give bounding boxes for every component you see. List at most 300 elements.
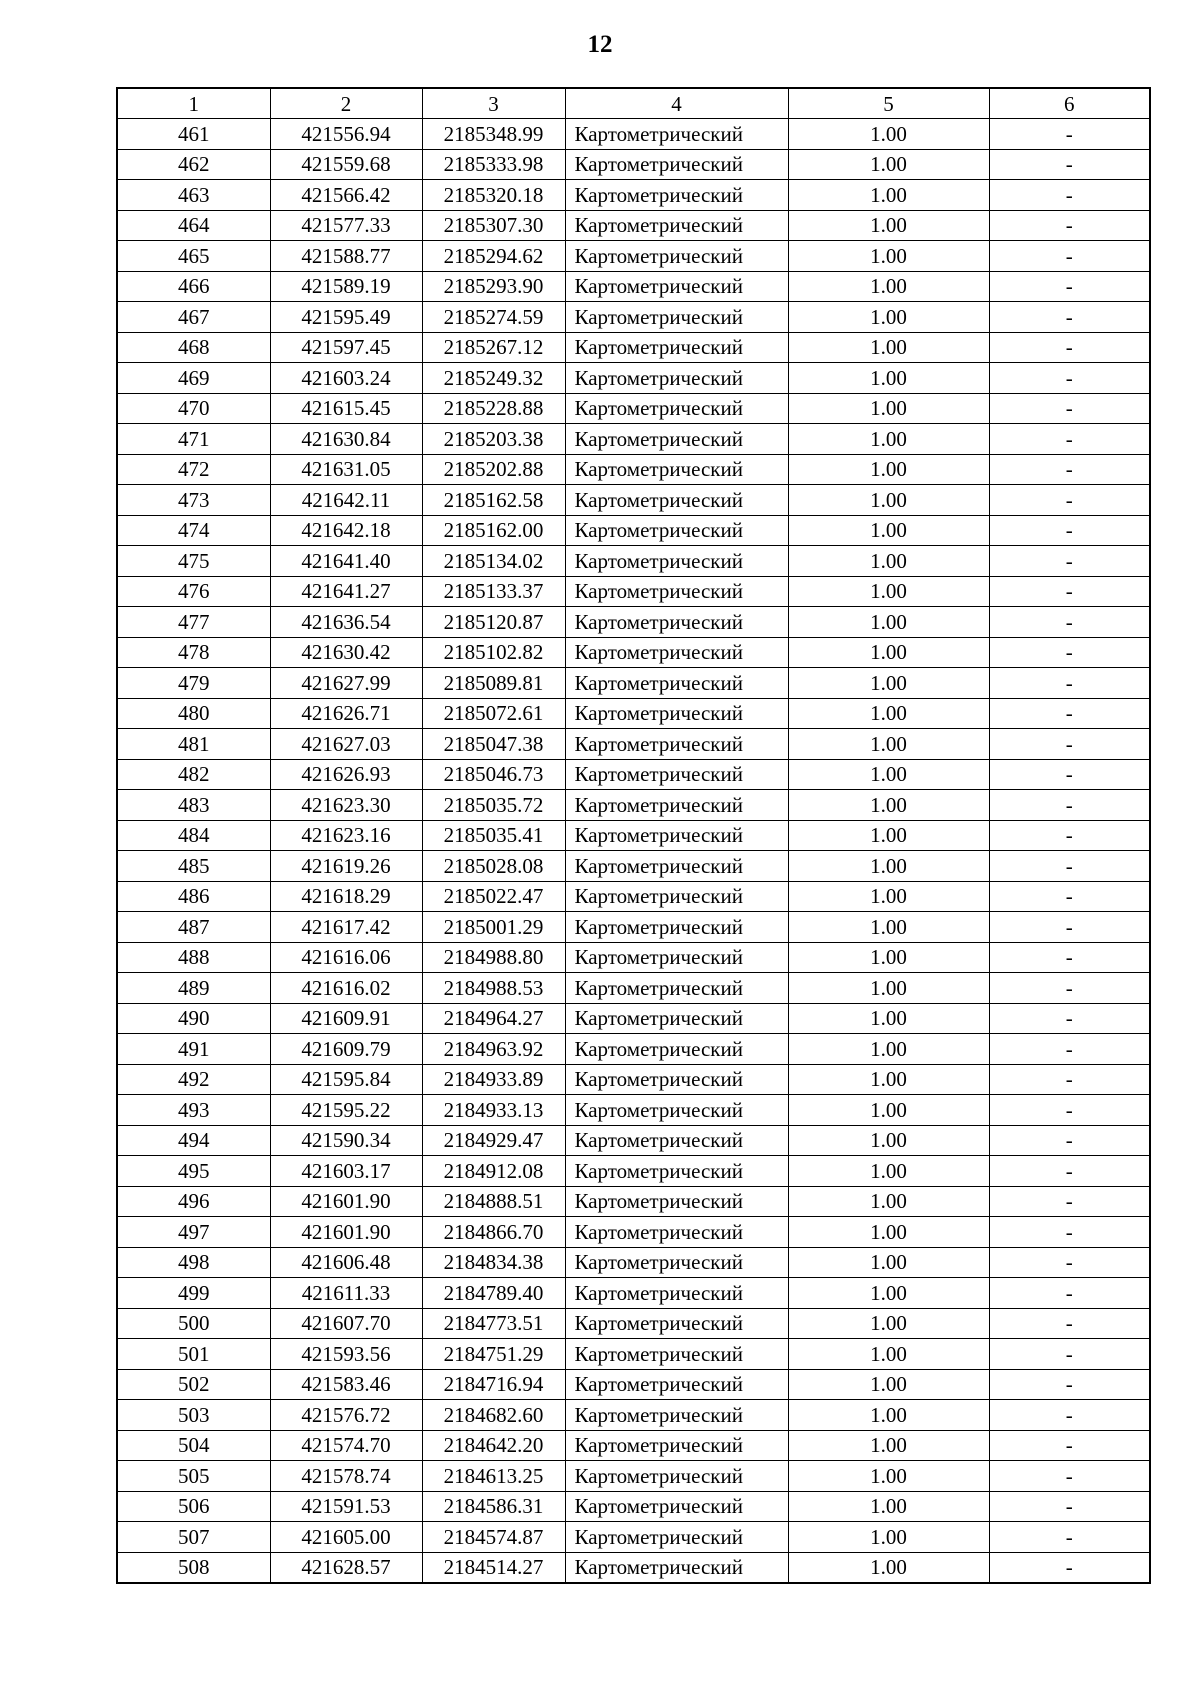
description-cell: - (989, 393, 1150, 424)
table-header-row (117, 88, 1150, 119)
description-cell: - (989, 759, 1150, 790)
y-coordinate-cell: 2185035.41 (422, 820, 565, 851)
accuracy-cell: 1.00 (788, 1461, 989, 1492)
method-cell: Картометрический (565, 820, 788, 851)
accuracy-cell: 1.00 (788, 454, 989, 485)
y-coordinate-cell: 2185348.99 (422, 119, 565, 150)
accuracy-cell: 1.00 (788, 1217, 989, 1248)
table-row (117, 851, 1150, 882)
description-cell: - (989, 1156, 1150, 1187)
page-number: 12 (587, 31, 613, 58)
method-cell: Картометрический (565, 210, 788, 241)
method-cell: Картометрический (565, 485, 788, 516)
y-coordinate-cell: 2185294.62 (422, 241, 565, 272)
description-cell: - (989, 271, 1150, 302)
table-row (117, 1430, 1150, 1461)
y-coordinate-cell: 2184866.70 (422, 1217, 565, 1248)
table-row (117, 241, 1150, 272)
description-cell: - (989, 942, 1150, 973)
method-cell: Картометрический (565, 1522, 788, 1553)
table-row (117, 1552, 1150, 1583)
accuracy-cell: 1.00 (788, 1186, 989, 1217)
method-cell: Картометрический (565, 729, 788, 760)
method-cell: Картометрический (565, 149, 788, 180)
point-number-cell: 497 (117, 1217, 270, 1248)
accuracy-cell: 1.00 (788, 149, 989, 180)
table-row (117, 637, 1150, 668)
x-coordinate-cell: 421642.18 (270, 515, 422, 546)
accuracy-cell: 1.00 (788, 973, 989, 1004)
coordinates-table-container (116, 87, 1149, 1584)
accuracy-cell: 1.00 (788, 1522, 989, 1553)
method-cell: Картометрический (565, 637, 788, 668)
point-number-cell: 487 (117, 912, 270, 943)
point-number-cell: 463 (117, 180, 270, 211)
method-cell: Картометрический (565, 546, 788, 577)
x-coordinate-cell: 421593.56 (270, 1339, 422, 1370)
table-row (117, 1186, 1150, 1217)
y-coordinate-cell: 2185133.37 (422, 576, 565, 607)
y-coordinate-cell: 2184613.25 (422, 1461, 565, 1492)
point-number-cell: 471 (117, 424, 270, 455)
y-coordinate-cell: 2185320.18 (422, 180, 565, 211)
point-number-cell: 508 (117, 1552, 270, 1583)
point-number-cell: 480 (117, 698, 270, 729)
y-coordinate-cell: 2184933.89 (422, 1064, 565, 1095)
description-cell: - (989, 1400, 1150, 1431)
table-row (117, 820, 1150, 851)
accuracy-cell: 1.00 (788, 729, 989, 760)
point-number-cell: 489 (117, 973, 270, 1004)
table-row (117, 119, 1150, 150)
y-coordinate-cell: 2184988.80 (422, 942, 565, 973)
x-coordinate-cell: 421607.70 (270, 1308, 422, 1339)
description-cell: - (989, 363, 1150, 394)
method-cell: Картометрический (565, 515, 788, 546)
point-number-cell: 470 (117, 393, 270, 424)
accuracy-cell: 1.00 (788, 912, 989, 943)
table-row (117, 393, 1150, 424)
y-coordinate-cell: 2184988.53 (422, 973, 565, 1004)
x-coordinate-cell: 421627.03 (270, 729, 422, 760)
point-number-cell: 500 (117, 1308, 270, 1339)
table-row (117, 1461, 1150, 1492)
point-number-cell: 491 (117, 1034, 270, 1065)
description-cell: - (989, 1461, 1150, 1492)
x-coordinate-cell: 421623.30 (270, 790, 422, 821)
y-coordinate-cell: 2185102.82 (422, 637, 565, 668)
method-cell: Картометрический (565, 454, 788, 485)
accuracy-cell: 1.00 (788, 393, 989, 424)
method-cell: Картометрический (565, 973, 788, 1004)
method-cell: Картометрический (565, 302, 788, 333)
description-cell: - (989, 332, 1150, 363)
point-number-cell: 482 (117, 759, 270, 790)
method-cell: Картометрический (565, 1034, 788, 1065)
table-row (117, 1369, 1150, 1400)
point-number-cell: 501 (117, 1339, 270, 1370)
x-coordinate-cell: 421595.84 (270, 1064, 422, 1095)
description-cell: - (989, 668, 1150, 699)
method-cell: Картометрический (565, 119, 788, 150)
description-cell: - (989, 210, 1150, 241)
point-number-cell: 502 (117, 1369, 270, 1400)
table-row (117, 180, 1150, 211)
point-number-cell: 507 (117, 1522, 270, 1553)
y-coordinate-cell: 2184682.60 (422, 1400, 565, 1431)
x-coordinate-cell: 421589.19 (270, 271, 422, 302)
x-coordinate-cell: 421626.71 (270, 698, 422, 729)
y-coordinate-cell: 2185293.90 (422, 271, 565, 302)
y-coordinate-cell: 2184912.08 (422, 1156, 565, 1187)
y-coordinate-cell: 2185162.00 (422, 515, 565, 546)
y-coordinate-cell: 2184834.38 (422, 1247, 565, 1278)
x-coordinate-cell: 421627.99 (270, 668, 422, 699)
description-cell: - (989, 1247, 1150, 1278)
accuracy-cell: 1.00 (788, 1369, 989, 1400)
description-cell: - (989, 241, 1150, 272)
table-row (117, 149, 1150, 180)
x-coordinate-cell: 421595.22 (270, 1095, 422, 1126)
method-cell: Картометрический (565, 1156, 788, 1187)
accuracy-cell: 1.00 (788, 1247, 989, 1278)
point-number-cell: 488 (117, 942, 270, 973)
accuracy-cell: 1.00 (788, 302, 989, 333)
x-coordinate-cell: 421601.90 (270, 1217, 422, 1248)
table-row (117, 790, 1150, 821)
method-cell: Картометрический (565, 790, 788, 821)
method-cell: Картометрический (565, 912, 788, 943)
accuracy-cell: 1.00 (788, 241, 989, 272)
description-cell: - (989, 1491, 1150, 1522)
accuracy-cell: 1.00 (788, 1552, 989, 1583)
point-number-cell: 483 (117, 790, 270, 821)
description-cell: - (989, 1278, 1150, 1309)
coordinates-table (116, 87, 1151, 1584)
y-coordinate-cell: 2185333.98 (422, 149, 565, 180)
y-coordinate-cell: 2185046.73 (422, 759, 565, 790)
point-number-cell: 464 (117, 210, 270, 241)
x-coordinate-cell: 421631.05 (270, 454, 422, 485)
description-cell: - (989, 424, 1150, 455)
description-cell: - (989, 851, 1150, 882)
method-cell: Картометрический (565, 851, 788, 882)
description-cell: - (989, 912, 1150, 943)
method-cell: Картометрический (565, 1003, 788, 1034)
point-number-cell: 496 (117, 1186, 270, 1217)
method-cell: Картометрический (565, 241, 788, 272)
y-coordinate-cell: 2184716.94 (422, 1369, 565, 1400)
y-coordinate-cell: 2185307.30 (422, 210, 565, 241)
description-cell: - (989, 1217, 1150, 1248)
point-number-cell: 467 (117, 302, 270, 333)
description-cell: - (989, 485, 1150, 516)
accuracy-cell: 1.00 (788, 759, 989, 790)
x-coordinate-cell: 421626.93 (270, 759, 422, 790)
description-cell: - (989, 1003, 1150, 1034)
accuracy-cell: 1.00 (788, 180, 989, 211)
y-coordinate-cell: 2185228.88 (422, 393, 565, 424)
table-row (117, 942, 1150, 973)
accuracy-cell: 1.00 (788, 271, 989, 302)
table-row (117, 271, 1150, 302)
method-cell: Картометрический (565, 1095, 788, 1126)
description-cell: - (989, 1125, 1150, 1156)
table-row (117, 485, 1150, 516)
description-cell: - (989, 790, 1150, 821)
table-row (117, 1003, 1150, 1034)
description-cell: - (989, 546, 1150, 577)
point-number-cell: 472 (117, 454, 270, 485)
method-cell: Картометрический (565, 698, 788, 729)
accuracy-cell: 1.00 (788, 1095, 989, 1126)
x-coordinate-cell: 421641.40 (270, 546, 422, 577)
description-cell: - (989, 1552, 1150, 1583)
x-coordinate-cell: 421623.16 (270, 820, 422, 851)
point-number-cell: 462 (117, 149, 270, 180)
point-number-cell: 468 (117, 332, 270, 363)
point-number-cell: 492 (117, 1064, 270, 1095)
table-row (117, 607, 1150, 638)
point-number-cell: 474 (117, 515, 270, 546)
x-coordinate-cell: 421617.42 (270, 912, 422, 943)
point-number-cell: 478 (117, 637, 270, 668)
accuracy-cell: 1.00 (788, 332, 989, 363)
column-header-6: 6 (989, 88, 1150, 119)
point-number-cell: 477 (117, 607, 270, 638)
accuracy-cell: 1.00 (788, 424, 989, 455)
description-cell: - (989, 1522, 1150, 1553)
table-row (117, 698, 1150, 729)
table-row (117, 210, 1150, 241)
x-coordinate-cell: 421578.74 (270, 1461, 422, 1492)
accuracy-cell: 1.00 (788, 1278, 989, 1309)
x-coordinate-cell: 421556.94 (270, 119, 422, 150)
x-coordinate-cell: 421588.77 (270, 241, 422, 272)
x-coordinate-cell: 421597.45 (270, 332, 422, 363)
y-coordinate-cell: 2184514.27 (422, 1552, 565, 1583)
accuracy-cell: 1.00 (788, 1034, 989, 1065)
point-number-cell: 498 (117, 1247, 270, 1278)
x-coordinate-cell: 421616.06 (270, 942, 422, 973)
y-coordinate-cell: 2185001.29 (422, 912, 565, 943)
y-coordinate-cell: 2184751.29 (422, 1339, 565, 1370)
y-coordinate-cell: 2184933.13 (422, 1095, 565, 1126)
description-cell: - (989, 149, 1150, 180)
x-coordinate-cell: 421615.45 (270, 393, 422, 424)
point-number-cell: 469 (117, 363, 270, 394)
y-coordinate-cell: 2185134.02 (422, 546, 565, 577)
point-number-cell: 461 (117, 119, 270, 150)
description-cell: - (989, 1308, 1150, 1339)
x-coordinate-cell: 421609.79 (270, 1034, 422, 1065)
accuracy-cell: 1.00 (788, 363, 989, 394)
table-row (117, 729, 1150, 760)
method-cell: Картометрический (565, 363, 788, 394)
point-number-cell: 473 (117, 485, 270, 516)
point-number-cell: 486 (117, 881, 270, 912)
y-coordinate-cell: 2185035.72 (422, 790, 565, 821)
y-coordinate-cell: 2185022.47 (422, 881, 565, 912)
x-coordinate-cell: 421595.49 (270, 302, 422, 333)
y-coordinate-cell: 2185267.12 (422, 332, 565, 363)
accuracy-cell: 1.00 (788, 576, 989, 607)
y-coordinate-cell: 2185274.59 (422, 302, 565, 333)
method-cell: Картометрический (565, 1278, 788, 1309)
x-coordinate-cell: 421609.91 (270, 1003, 422, 1034)
description-cell: - (989, 973, 1150, 1004)
method-cell: Картометрический (565, 1491, 788, 1522)
description-cell: - (989, 576, 1150, 607)
description-cell: - (989, 302, 1150, 333)
x-coordinate-cell: 421619.26 (270, 851, 422, 882)
description-cell: - (989, 1339, 1150, 1370)
table-row (117, 576, 1150, 607)
accuracy-cell: 1.00 (788, 942, 989, 973)
table-header (117, 88, 1150, 119)
y-coordinate-cell: 2184963.92 (422, 1034, 565, 1065)
accuracy-cell: 1.00 (788, 1064, 989, 1095)
table-row (117, 1278, 1150, 1309)
accuracy-cell: 1.00 (788, 1491, 989, 1522)
point-number-cell: 504 (117, 1430, 270, 1461)
x-coordinate-cell: 421574.70 (270, 1430, 422, 1461)
x-coordinate-cell: 421630.42 (270, 637, 422, 668)
accuracy-cell: 1.00 (788, 820, 989, 851)
accuracy-cell: 1.00 (788, 790, 989, 821)
column-header-3: 3 (422, 88, 565, 119)
table-row (117, 668, 1150, 699)
table-row (117, 302, 1150, 333)
x-coordinate-cell: 421611.33 (270, 1278, 422, 1309)
method-cell: Картометрический (565, 942, 788, 973)
method-cell: Картометрический (565, 1247, 788, 1278)
x-coordinate-cell: 421603.17 (270, 1156, 422, 1187)
table-row (117, 759, 1150, 790)
description-cell: - (989, 515, 1150, 546)
table-row (117, 1156, 1150, 1187)
point-number-cell: 484 (117, 820, 270, 851)
method-cell: Картометрический (565, 1217, 788, 1248)
point-number-cell: 481 (117, 729, 270, 760)
method-cell: Картометрический (565, 607, 788, 638)
method-cell: Картометрический (565, 1064, 788, 1095)
description-cell: - (989, 1369, 1150, 1400)
point-number-cell: 466 (117, 271, 270, 302)
column-header-1: 1 (117, 88, 270, 119)
column-header-5: 5 (788, 88, 989, 119)
x-coordinate-cell: 421628.57 (270, 1552, 422, 1583)
y-coordinate-cell: 2184773.51 (422, 1308, 565, 1339)
description-cell: - (989, 1430, 1150, 1461)
table-row (117, 1034, 1150, 1065)
point-number-cell: 495 (117, 1156, 270, 1187)
x-coordinate-cell: 421618.29 (270, 881, 422, 912)
table-row (117, 332, 1150, 363)
accuracy-cell: 1.00 (788, 546, 989, 577)
point-number-cell: 506 (117, 1491, 270, 1522)
table-body (117, 119, 1150, 1584)
x-coordinate-cell: 421559.68 (270, 149, 422, 180)
method-cell: Картометрический (565, 1125, 788, 1156)
point-number-cell: 490 (117, 1003, 270, 1034)
y-coordinate-cell: 2185120.87 (422, 607, 565, 638)
description-cell: - (989, 637, 1150, 668)
method-cell: Картометрический (565, 1400, 788, 1431)
accuracy-cell: 1.00 (788, 1156, 989, 1187)
accuracy-cell: 1.00 (788, 881, 989, 912)
table-row (117, 1095, 1150, 1126)
point-number-cell: 494 (117, 1125, 270, 1156)
x-coordinate-cell: 421577.33 (270, 210, 422, 241)
description-cell: - (989, 1186, 1150, 1217)
table-row (117, 881, 1150, 912)
method-cell: Картометрический (565, 759, 788, 790)
table-row (117, 1522, 1150, 1553)
y-coordinate-cell: 2184586.31 (422, 1491, 565, 1522)
method-cell: Картометрический (565, 271, 788, 302)
y-coordinate-cell: 2185047.38 (422, 729, 565, 760)
x-coordinate-cell: 421636.54 (270, 607, 422, 638)
point-number-cell: 503 (117, 1400, 270, 1431)
table-row (117, 1064, 1150, 1095)
table-row (117, 546, 1150, 577)
method-cell: Картометрический (565, 576, 788, 607)
accuracy-cell: 1.00 (788, 851, 989, 882)
point-number-cell: 475 (117, 546, 270, 577)
description-cell: - (989, 119, 1150, 150)
description-cell: - (989, 1095, 1150, 1126)
point-number-cell: 505 (117, 1461, 270, 1492)
x-coordinate-cell: 421601.90 (270, 1186, 422, 1217)
accuracy-cell: 1.00 (788, 668, 989, 699)
x-coordinate-cell: 421642.11 (270, 485, 422, 516)
x-coordinate-cell: 421603.24 (270, 363, 422, 394)
method-cell: Картометрический (565, 1339, 788, 1370)
y-coordinate-cell: 2184642.20 (422, 1430, 565, 1461)
y-coordinate-cell: 2185072.61 (422, 698, 565, 729)
y-coordinate-cell: 2185203.38 (422, 424, 565, 455)
x-coordinate-cell: 421605.00 (270, 1522, 422, 1553)
table-row (117, 1217, 1150, 1248)
column-header-2: 2 (270, 88, 422, 119)
y-coordinate-cell: 2184574.87 (422, 1522, 565, 1553)
method-cell: Картометрический (565, 393, 788, 424)
column-header-4: 4 (565, 88, 788, 119)
method-cell: Картометрический (565, 332, 788, 363)
accuracy-cell: 1.00 (788, 1430, 989, 1461)
accuracy-cell: 1.00 (788, 1339, 989, 1370)
description-cell: - (989, 820, 1150, 851)
accuracy-cell: 1.00 (788, 485, 989, 516)
point-number-cell: 465 (117, 241, 270, 272)
table-row (117, 424, 1150, 455)
accuracy-cell: 1.00 (788, 1400, 989, 1431)
accuracy-cell: 1.00 (788, 637, 989, 668)
y-coordinate-cell: 2185089.81 (422, 668, 565, 699)
point-number-cell: 499 (117, 1278, 270, 1309)
table-row (117, 1400, 1150, 1431)
x-coordinate-cell: 421641.27 (270, 576, 422, 607)
x-coordinate-cell: 421606.48 (270, 1247, 422, 1278)
table-row (117, 1125, 1150, 1156)
x-coordinate-cell: 421566.42 (270, 180, 422, 211)
method-cell: Картометрический (565, 1552, 788, 1583)
method-cell: Картометрический (565, 1186, 788, 1217)
y-coordinate-cell: 2184929.47 (422, 1125, 565, 1156)
method-cell: Картометрический (565, 1369, 788, 1400)
accuracy-cell: 1.00 (788, 1003, 989, 1034)
